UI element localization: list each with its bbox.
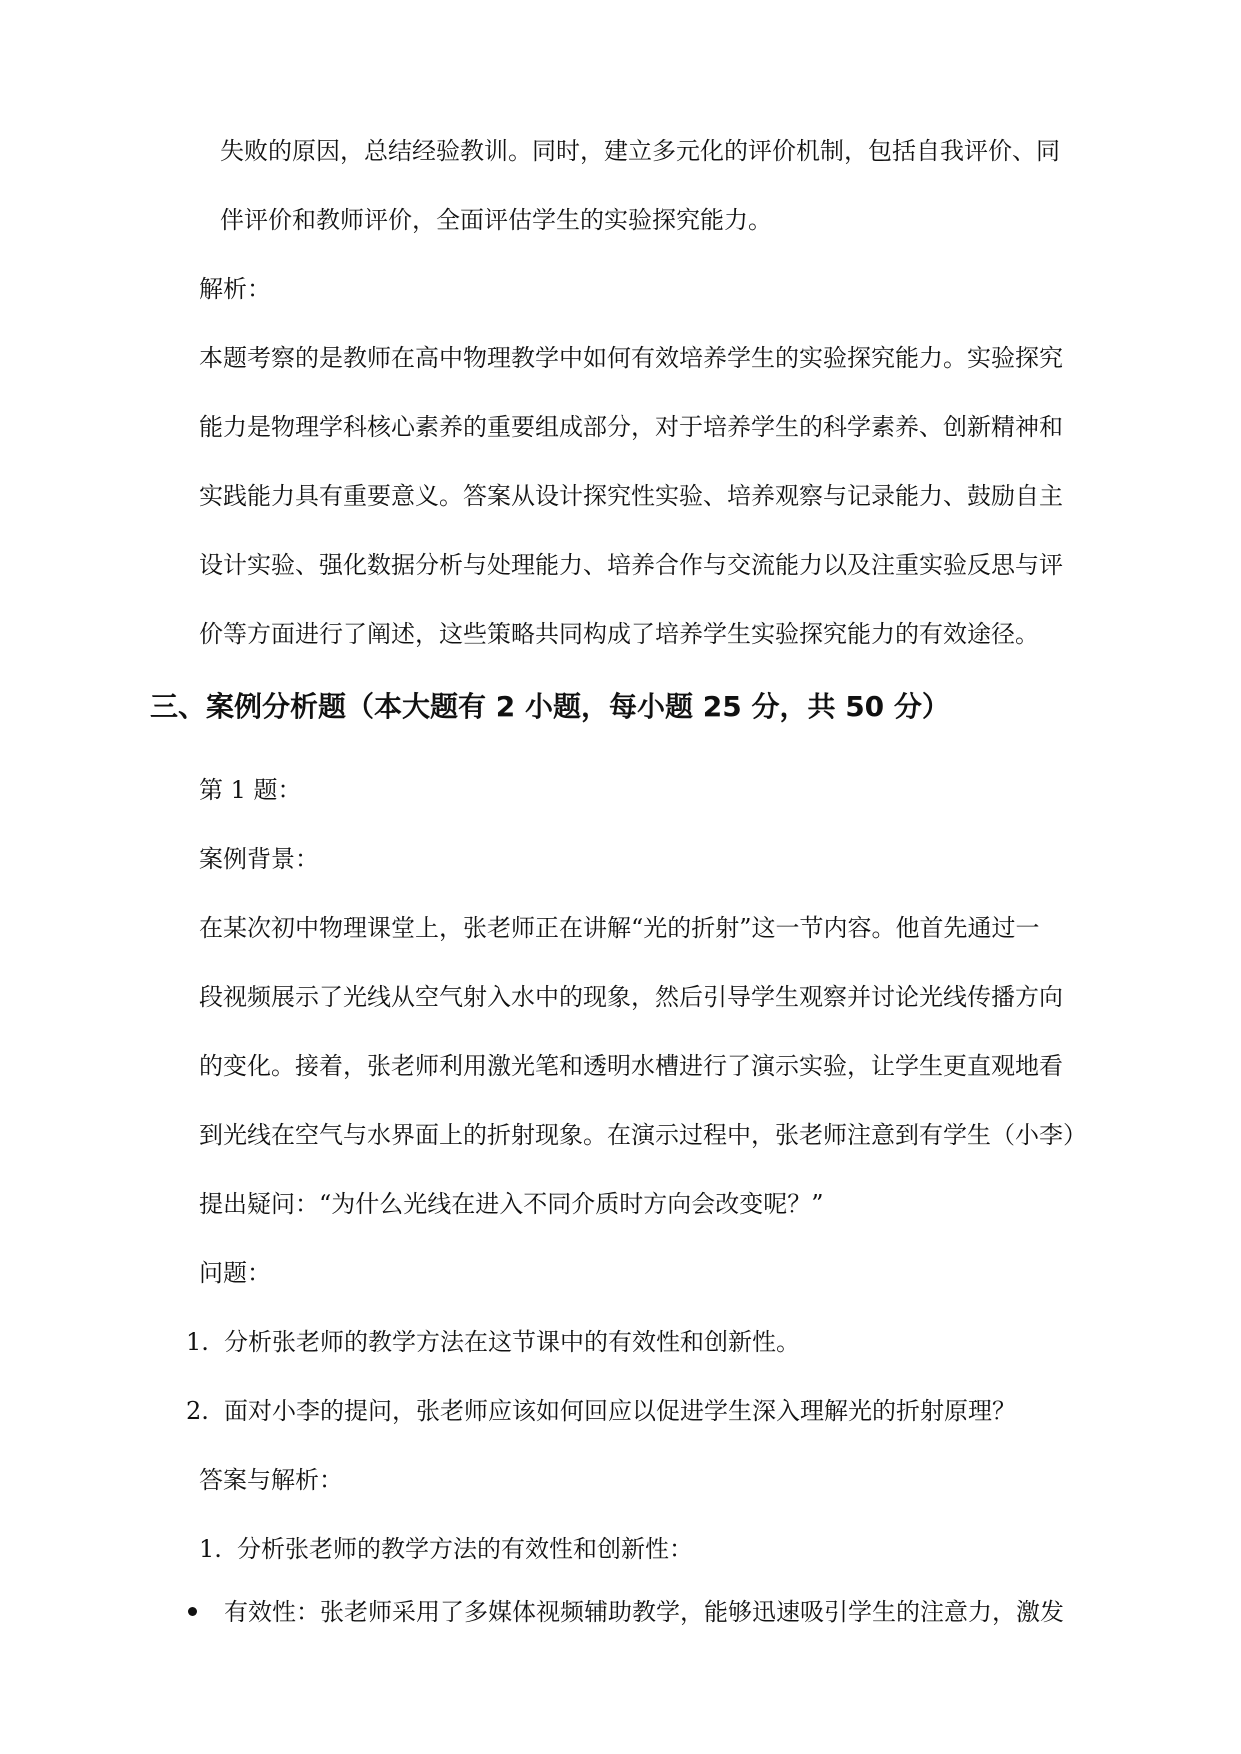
continuation-line-1: 失败的原因，总结经验教训。同时，建立多元化的评价机制，包括自我评价、同: [220, 137, 1060, 165]
analysis-line-4: 设计实验、强化数据分析与处理能力、培养合作与交流能力以及注重实验反思与评: [199, 551, 1063, 579]
answer-item-text: 分析张老师的教学方法的有效性和创新性：: [237, 1535, 693, 1563]
question-label: 第 1 题：: [199, 776, 302, 804]
background-line-3: 的变化。接着，张老师利用激光笔和透明水槽进行了演示实验，让学生更直观地看: [199, 1052, 1063, 1080]
answer-label: 答案与解析：: [199, 1466, 343, 1494]
list-marker: 1.: [199, 1535, 222, 1563]
background-line-1: 在某次初中物理课堂上，张老师正在讲解“光的折射”这一节内容。他首先通过一: [199, 914, 1040, 942]
continuation-line-2: 伴评价和教师评价，全面评估学生的实验探究能力。: [220, 206, 772, 234]
analysis-line-1: 本题考察的是教师在高中物理教学中如何有效培养学生的实验探究能力。实验探究: [199, 344, 1063, 372]
analysis-label: 解析：: [199, 275, 271, 303]
case-background-label: 案例背景：: [199, 845, 319, 873]
bullet-item-text: 有效性：张老师采用了多媒体视频辅助教学，能够迅速吸引学生的注意力，激发: [224, 1598, 1064, 1626]
background-line-5: 提出疑问：“为什么光线在进入不同介质时方向会改变呢？”: [199, 1190, 824, 1218]
problem-item-1: [186, 1325, 800, 1359]
bullet-icon: [188, 1607, 197, 1616]
answer-item-1: [199, 1532, 693, 1566]
problem-text: 分析张老师的教学方法在这节课中的有效性和创新性。: [224, 1328, 800, 1356]
problem-label: 问题：: [199, 1259, 271, 1287]
analysis-line-3: 实践能力具有重要意义。答案从设计探究性实验、培养观察与记录能力、鼓励自主: [199, 482, 1063, 510]
background-line-2: 段视频展示了光线从空气射入水中的现象，然后引导学生观察并讨论光线传播方向: [199, 983, 1063, 1011]
analysis-line-2: 能力是物理学科核心素养的重要组成部分，对于培养学生的科学素养、创新精神和: [199, 413, 1063, 441]
section-heading: 三、案例分析题（本大题有 2 小题，每小题 25 分，共 50 分）: [150, 690, 950, 723]
list-marker: 2.: [186, 1397, 209, 1425]
background-line-4: 到光线在空气与水界面上的折射现象。在演示过程中，张老师注意到有学生（小李）: [199, 1121, 1087, 1149]
analysis-line-5: 价等方面进行了阐述，这些策略共同构成了培养学生实验探究能力的有效途径。: [199, 620, 1039, 648]
list-marker: 1.: [186, 1328, 209, 1356]
problem-item-2: [186, 1394, 1016, 1428]
problem-text: 面对小李的提问，张老师应该如何回应以促进学生深入理解光的折射原理？: [224, 1397, 1016, 1425]
